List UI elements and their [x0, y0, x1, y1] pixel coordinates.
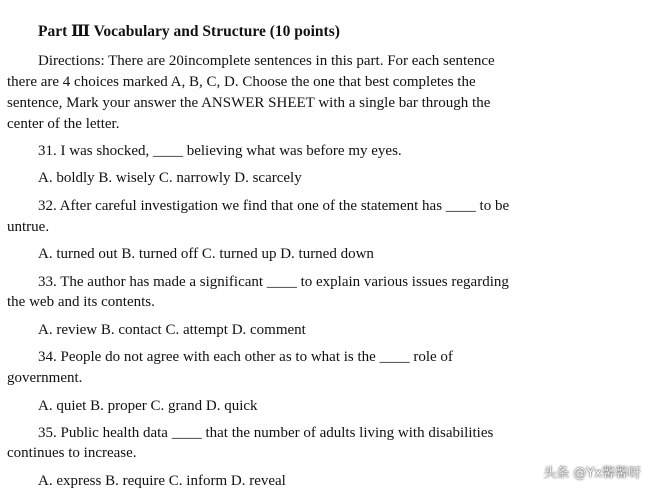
directions-line-2: there are 4 choices marked A, B, C, D. Choose the one that best completes the: [7, 74, 476, 90]
question-32-continued: untrue.: [7, 219, 50, 235]
section-title: Part Ⅲ Vocabulary and Structure (10 points): [38, 23, 340, 40]
watermark: 头条 @Yx馨馨呀: [543, 466, 641, 481]
question-33: 33. The author has made a significant ____ to explain various issues regarding: [38, 274, 509, 290]
directions-line-4: center of the letter.: [7, 116, 120, 132]
options-34: A. quiet B. proper C. grand D. quick: [38, 398, 258, 414]
question-35-continued: continues to increase.: [7, 445, 137, 461]
question-34-continued: government.: [7, 370, 83, 386]
question-34: 34. People do not agree with each other as to what is the ____ role of: [38, 349, 453, 365]
question-35: 35. Public health data ____ that the number of adults living with disabilities: [38, 425, 494, 441]
question-33-continued: the web and its contents.: [7, 294, 155, 310]
options-33: A. review B. contact C. attempt D. comment: [38, 322, 306, 338]
directions-line-1: Directions: There are 20incomplete sentences in this part. For each sentence: [38, 53, 495, 69]
options-31: A. boldly B. wisely C. narrowly D. scarcely: [38, 170, 302, 186]
directions-line-3: sentence, Mark your answer the ANSWER SHEET with a single bar through the: [7, 95, 491, 111]
question-31: 31. I was shocked, ____ believing what was before my eyes.: [38, 143, 402, 159]
options-35: A. express B. require C. inform D. reveal: [38, 473, 286, 489]
question-32: 32. After careful investigation we find that one of the statement has ____ to be: [38, 198, 510, 214]
options-32: A. turned out B. turned off C. turned up D. turned down: [38, 246, 374, 262]
